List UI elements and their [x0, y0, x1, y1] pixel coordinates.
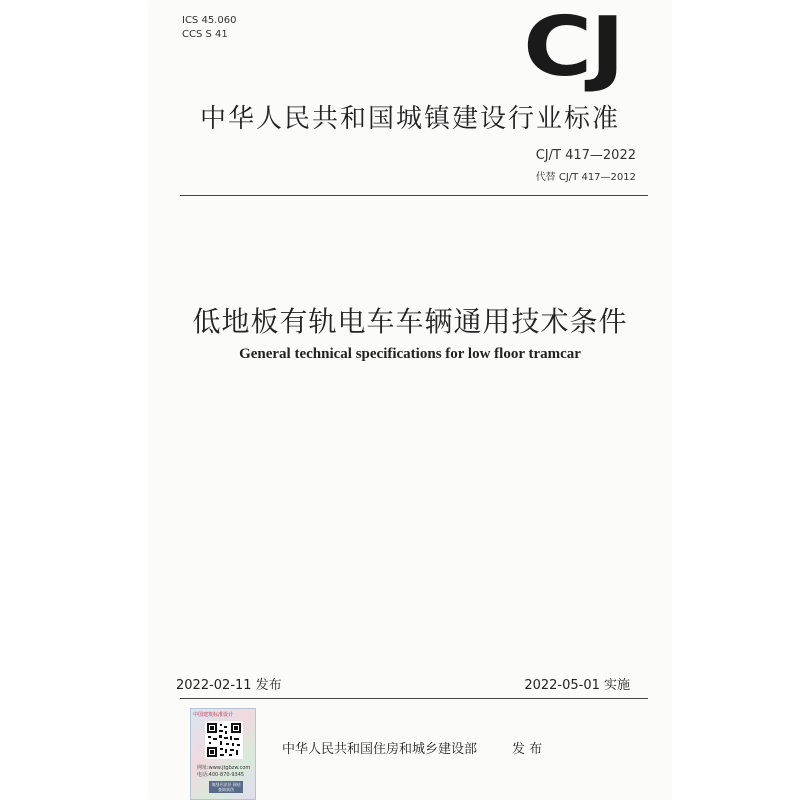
classification-codes: [182, 14, 236, 42]
sticker-phone: 电话:400-870-9345: [197, 772, 245, 778]
sticker-website: 网址:www.jtgbzw.com: [197, 765, 251, 771]
replaces-standard: 代替 CJ/T 417—2012: [535, 172, 636, 183]
issue-date: 2022-02-11 发布: [176, 678, 282, 693]
footer-divider: [180, 698, 648, 699]
publish-label: 发 布: [512, 742, 543, 757]
standard-number: CJ/T 417—2022: [535, 148, 636, 163]
ics-code: ICS 45.060: [182, 15, 237, 26]
ccs-code: CCS S 41: [182, 29, 228, 40]
implementation-date: 2022-05-01 实施: [524, 678, 630, 693]
qr-code-icon: [205, 721, 243, 759]
document-subtitle: General technical specifications for low floor tramcar: [239, 346, 581, 362]
document-title: 低地板有轨电车车辆通用技术条件: [192, 305, 628, 338]
publisher-name: 中华人民共和国住房和城乡建设部: [282, 742, 478, 757]
anti-counterfeit-sticker: [190, 708, 256, 800]
cj-logo: CJ: [523, 0, 623, 95]
sticker-heading: 中国建筑标准设计: [193, 712, 234, 718]
sticker-note: 请刮开涂层 网站查询真伪: [209, 781, 243, 793]
header-divider: [180, 195, 648, 196]
standard-title: 中华人民共和国城镇建设行业标准: [199, 104, 620, 134]
